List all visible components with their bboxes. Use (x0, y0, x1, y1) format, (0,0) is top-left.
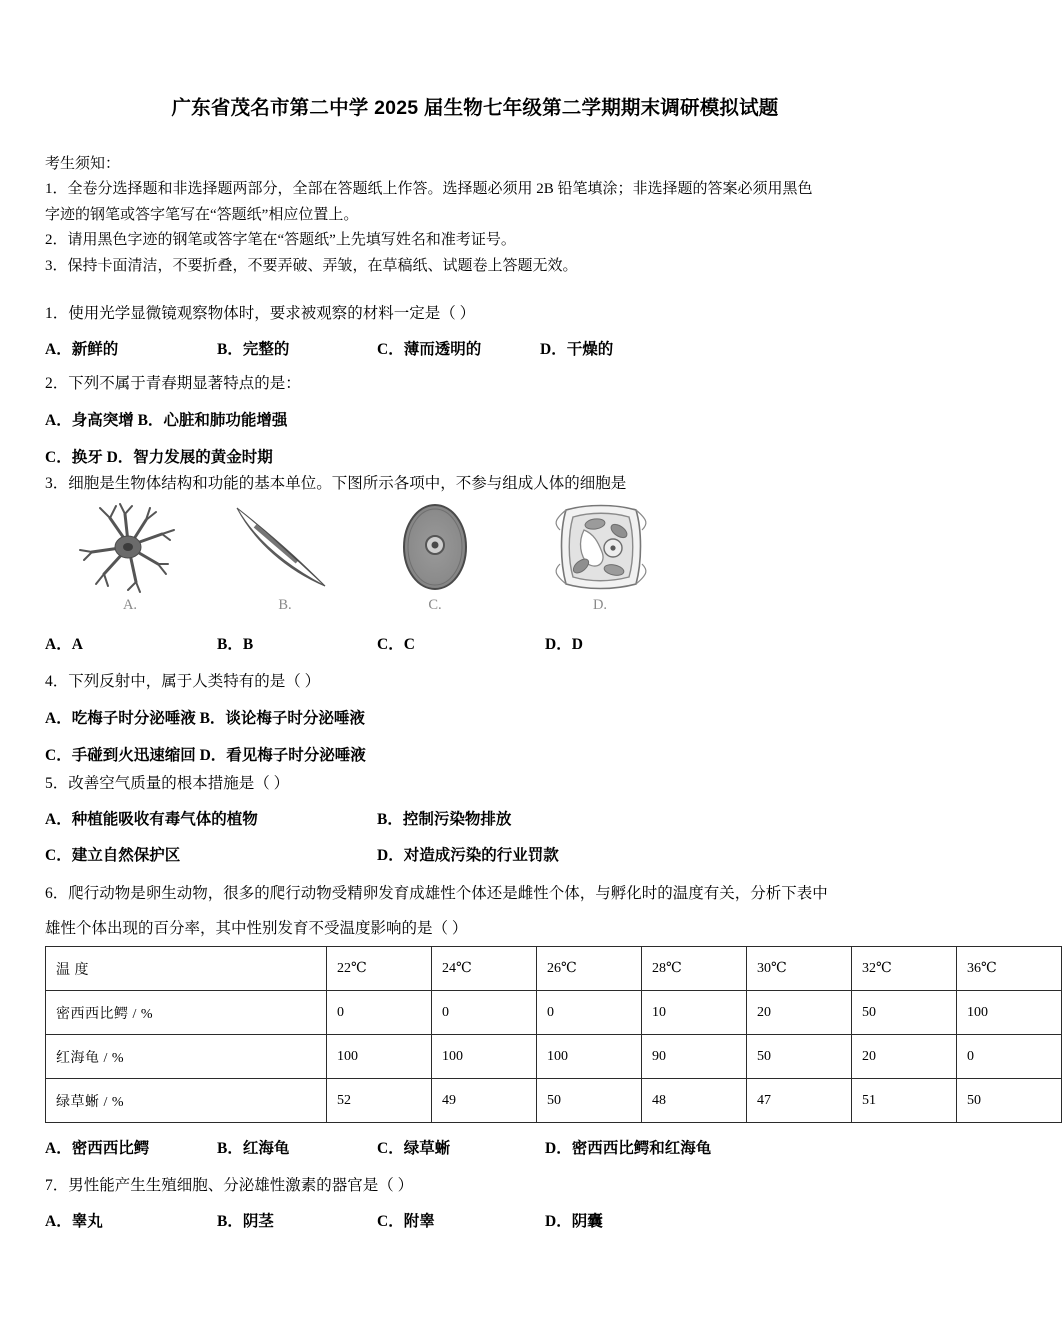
option-text: D (571, 636, 583, 653)
question-7-number: 7． (45, 1177, 69, 1194)
table-row-label-alligator: 密西西比鳄 / % (46, 991, 327, 1035)
muscle-cell-icon (225, 500, 345, 595)
egg-cell-icon (375, 500, 495, 595)
notice-item-3: 3．保持卡面清洁，不要折叠，不要弄破、弄皱，在草稿纸、试题卷上答题无效。 (45, 257, 578, 274)
question-4 (45, 668, 910, 769)
question-6-option-c[interactable] (377, 1136, 450, 1162)
question-5 (45, 770, 910, 869)
question-7 (45, 1172, 910, 1235)
question-6-stem-line-2: 雄性个体出现的百分率，其中性别发育不受温度影响的是（ ） (45, 920, 468, 937)
option-letter: C． (377, 636, 404, 653)
table-cell: 0 (432, 991, 537, 1035)
question-5-option-d[interactable] (377, 843, 559, 869)
question-4-number: 4． (45, 673, 69, 690)
option-text: 附睾 (403, 1213, 435, 1230)
table-row (46, 1079, 1062, 1123)
question-3-option-d[interactable] (545, 632, 583, 658)
question-5-options-row-1 (45, 807, 910, 833)
question-4-options-line-2[interactable]: C．手碰到火迅速缩回 D．看见梅子时分泌唾液 (45, 747, 366, 764)
option-letter: B． (217, 341, 243, 358)
figure-c-label: C. (428, 597, 442, 613)
table-cell: 50 (537, 1079, 642, 1123)
option-text: 密西西比鳄 (71, 1140, 150, 1157)
table-cell: 51 (852, 1079, 957, 1123)
table-cell: 100 (432, 1035, 537, 1079)
question-6-option-a[interactable] (45, 1136, 149, 1162)
question-2-options-line-1[interactable]: A．身高突增 B．心脏和肺功能增强 (45, 412, 288, 429)
option-letter: D． (545, 636, 572, 653)
table-cell: 52 (327, 1079, 432, 1123)
option-text: 密西西比鳄和红海龟 (571, 1140, 712, 1157)
question-4-text: 下列反射中，属于人类特有的是（ ） (68, 673, 321, 690)
option-letter: C． (377, 1213, 404, 1230)
table-temp-1: 22℃ (327, 947, 432, 991)
figure-d-plant (535, 500, 665, 625)
question-6 (45, 880, 910, 942)
option-text: 绿草蜥 (403, 1140, 451, 1157)
question-5-number: 5． (45, 775, 69, 792)
table-header-row (46, 947, 1062, 991)
question-6-option-d[interactable] (545, 1136, 711, 1162)
question-4-stem (45, 668, 910, 695)
option-letter: D． (540, 341, 567, 358)
table-cell: 20 (747, 991, 852, 1035)
option-text: 种植能吸收有毒气体的植物 (71, 811, 258, 828)
table-temp-3: 26℃ (537, 947, 642, 991)
question-1-option-c[interactable] (377, 337, 481, 363)
table-row-label-turtle: 红海龟 / % (46, 1035, 327, 1079)
question-3-option-b[interactable] (217, 632, 253, 658)
option-letter: B． (217, 1140, 243, 1157)
option-letter: D． (545, 1140, 572, 1157)
option-letter: A． (45, 636, 72, 653)
question-2-stem (45, 370, 910, 397)
option-letter: C． (377, 341, 404, 358)
option-text: 阴囊 (571, 1213, 603, 1230)
question-2 (45, 370, 910, 471)
figure-a-neuron (65, 500, 195, 625)
table-cell: 10 (642, 991, 747, 1035)
option-text: 控制污染物排放 (402, 811, 512, 828)
notice-item-1-cont: 字迹的钢笔或答字笔写在“答题纸”相应位置上。 (45, 206, 359, 223)
table-temp-5: 30℃ (747, 947, 852, 991)
table-cell: 0 (537, 991, 642, 1035)
table-cell: 0 (957, 1035, 1062, 1079)
option-text: 干燥的 (566, 341, 614, 358)
figure-b-muscle (220, 500, 350, 625)
question-5-text: 改善空气质量的根本措施是（ ） (68, 775, 290, 792)
question-3-number: 3． (45, 475, 69, 492)
option-letter: B． (377, 811, 403, 828)
option-text: A (71, 636, 83, 653)
page-title: 广东省茂名市第二中学 2025 届生物七年级第二学期期末调研模拟试题 (171, 97, 779, 119)
option-text: B (242, 636, 254, 653)
option-letter: D． (545, 1213, 572, 1230)
question-3-text: 细胞是生物体结构和功能的基本单位。下图所示各项中，不参与组成人体的细胞是 (68, 475, 627, 492)
table-temp-7: 36℃ (957, 947, 1062, 991)
question-5-stem (45, 770, 910, 797)
question-3-figure-row (45, 500, 645, 625)
neuron-cell-icon (70, 500, 190, 595)
question-7-options (45, 1209, 910, 1235)
question-7-text: 男性能产生生殖细胞、分泌雄性激素的器官是（ ） (68, 1177, 414, 1194)
question-1-text: 使用光学显微镜观察物体时，要求被观察的材料一定是（ ） (68, 305, 476, 322)
option-letter: B． (217, 636, 243, 653)
question-6-number: 6． (45, 885, 69, 902)
question-7-option-c[interactable] (377, 1209, 435, 1235)
table-cell: 0 (327, 991, 432, 1035)
question-1-number: 1． (45, 305, 69, 322)
question-7-option-b[interactable] (217, 1209, 274, 1235)
question-4-options-line-1[interactable]: A．吃梅子时分泌唾液 B．谈论梅子时分泌唾液 (45, 710, 365, 727)
question-7-option-d[interactable] (545, 1209, 603, 1235)
figure-a-label: A. (122, 597, 138, 613)
question-5-options-row-2 (45, 843, 910, 869)
table-cell: 100 (537, 1035, 642, 1079)
table-row (46, 991, 1062, 1035)
figure-b-label: B. (278, 597, 292, 613)
question-3-stem (45, 470, 910, 497)
table-row (46, 1035, 1062, 1079)
option-text: 对造成污染的行业罚款 (403, 847, 559, 864)
reptile-temperature-table-wrap (45, 946, 997, 1123)
question-6-option-b[interactable] (217, 1136, 289, 1162)
option-letter: A． (45, 1213, 72, 1230)
table-cell: 47 (747, 1079, 852, 1123)
question-3 (45, 470, 910, 497)
notice-item-1: 1．全卷分选择题和非选择题两部分，全部在答题纸上作答。选择题必须用 2B 铅笔填涂；非选择题的答案必须用黑色 (45, 181, 813, 197)
option-text: 新鲜的 (71, 341, 119, 358)
table-temp-4: 28℃ (642, 947, 747, 991)
question-1-option-d[interactable] (540, 337, 613, 363)
question-6-options (45, 1136, 910, 1162)
question-3-option-a[interactable] (45, 632, 83, 658)
candidate-notice (45, 152, 907, 279)
option-text: 睾丸 (71, 1213, 103, 1230)
notice-item-2: 2．请用黑色字迹的钢笔或答字笔在“答题纸”上先填写姓名和准考证号。 (45, 232, 516, 248)
table-cell: 50 (957, 1079, 1062, 1123)
table-cell: 48 (642, 1079, 747, 1123)
question-2-number: 2． (45, 375, 69, 392)
question-7-stem (45, 1172, 910, 1199)
question-1-option-a[interactable] (45, 337, 118, 363)
table-cell: 20 (852, 1035, 957, 1079)
table-header-label: 温 度 (46, 947, 327, 991)
option-letter: A． (45, 1140, 72, 1157)
question-1-option-b[interactable] (217, 337, 289, 363)
table-cell: 100 (327, 1035, 432, 1079)
option-letter: D． (377, 847, 404, 864)
table-row-label-lizard: 绿草蜥 / % (46, 1079, 327, 1123)
question-3-options (45, 632, 910, 658)
table-cell: 90 (642, 1035, 747, 1079)
option-letter: C． (377, 1140, 404, 1157)
question-1-options (45, 337, 910, 363)
question-2-options-line-2[interactable]: C．换牙 D．智力发展的黄金时期 (45, 449, 273, 466)
question-1-stem (45, 300, 910, 327)
question-5-option-a[interactable] (45, 807, 258, 833)
table-cell: 50 (852, 991, 957, 1035)
question-5-option-b[interactable] (377, 807, 511, 833)
question-1 (45, 300, 910, 363)
option-text: C (403, 636, 415, 653)
option-text: 薄而透明的 (403, 341, 482, 358)
plant-cell-icon (540, 500, 660, 595)
question-2-text: 下列不属于青春期显著特点的是： (68, 375, 301, 392)
option-letter: C． (45, 847, 72, 864)
question-6-text-1: 爬行动物是卵生动物，很多的爬行动物受精卵发育成雄性个体还是雌性个体，与孵化时的温度有关，分析下表中 (68, 885, 828, 902)
figure-c-egg (370, 500, 500, 625)
table-temp-6: 32℃ (852, 947, 957, 991)
question-3-option-c[interactable] (377, 632, 415, 658)
table-temp-2: 24℃ (432, 947, 537, 991)
option-text: 阴茎 (242, 1213, 274, 1230)
option-letter: A． (45, 811, 72, 828)
table-cell: 100 (957, 991, 1062, 1035)
question-7-option-a[interactable] (45, 1209, 103, 1235)
reptile-temperature-table (45, 946, 1062, 1123)
option-text: 完整的 (242, 341, 290, 358)
option-text: 红海龟 (242, 1140, 290, 1157)
option-letter: B． (217, 1213, 243, 1230)
option-letter: A． (45, 341, 72, 358)
figure-d-label: D. (592, 597, 608, 613)
question-5-option-c[interactable] (45, 843, 180, 869)
notice-heading: 考生须知： (45, 156, 121, 172)
table-cell: 49 (432, 1079, 537, 1123)
question-6-stem-line-1 (45, 880, 910, 907)
option-text: 建立自然保护区 (71, 847, 181, 864)
table-cell: 50 (747, 1035, 852, 1079)
